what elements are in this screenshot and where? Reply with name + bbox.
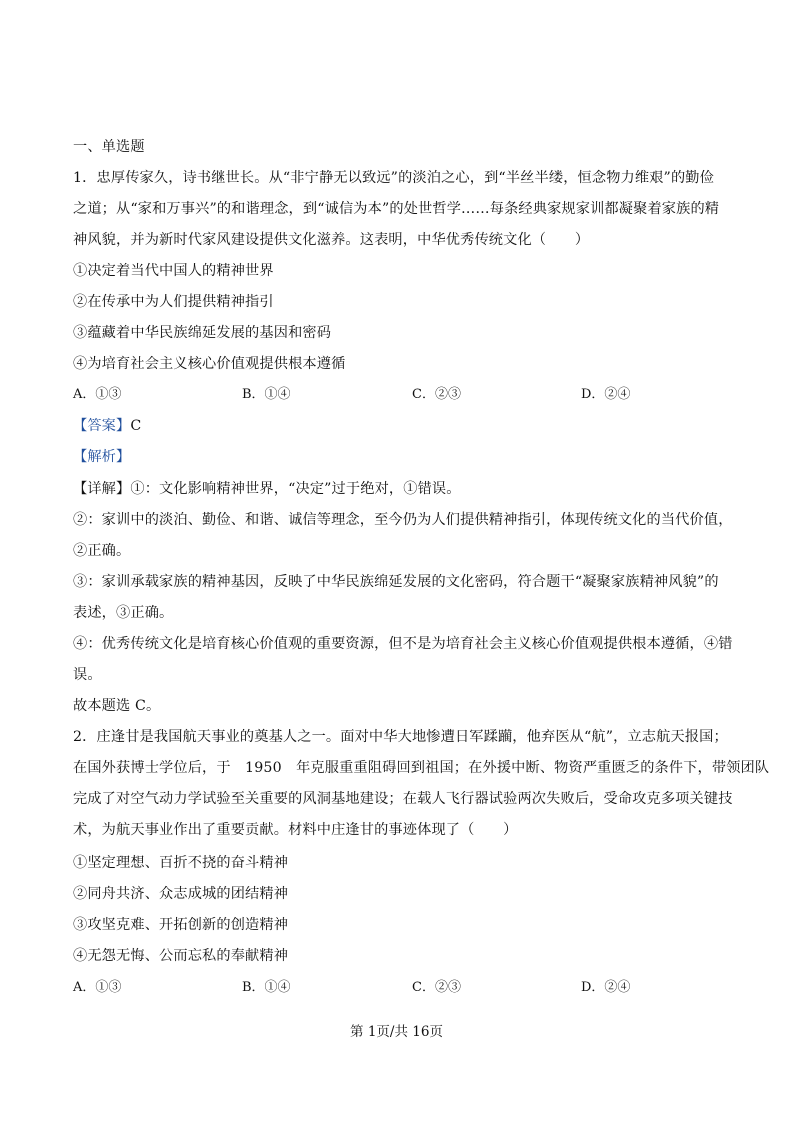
q1-option-d: D．②④: [581, 387, 631, 402]
analysis-tag: 【解析】: [73, 449, 131, 465]
q2-option-c: C．②③: [412, 980, 461, 995]
q1-analysis-line-4: ③：家训承载家族的精神基因，反映了中华民族绵延发展的文化密码，符合题干“凝聚家族精神风貌”的: [73, 574, 719, 590]
q1-conclusion: 故本题选 C。: [73, 698, 161, 714]
q1-option-a: A．①③: [73, 387, 122, 402]
analysis-text: ①：文化影响精神世界，“决定”过于绝对，①错误。: [130, 481, 461, 497]
q1-statement-2: ②在传承中为人们提供精神指引: [73, 294, 274, 310]
q1-stem-line-1: 1．忠厚传家久，诗书继世长。从“非宁静无以致远”的淡泊之心，到“半丝半缕，恒念物力维艰”的勤俭: [73, 170, 714, 186]
q2-option-a: A．①③: [73, 980, 122, 995]
q1-analysis-line-5: 表述，③正确。: [73, 605, 174, 621]
q1-analysis-line-6: ④：优秀传统文化是培育核心价值观的重要资源，但不是为培育社会主义核心价值观提供根本遵循，④错: [73, 636, 733, 652]
q2-statement-2: ②同舟共济、众志成城的团结精神: [73, 886, 289, 902]
answer-value: C: [130, 418, 142, 434]
q2-statement-1: ①坚定理想、百折不挠的奋斗精神: [73, 855, 289, 871]
q1-stem-line-2: 之道；从“家和万事兴”的和谐理念，到“诚信为本”的处世哲学……每条经典家规家训都凝聚着家族的精: [73, 201, 720, 217]
q2-stem-line-4: 术，为航天事业作出了重要贡献。材料中庄逢甘的事迹体现了（ ）: [73, 822, 518, 838]
q2-statement-3: ③攻坚克难、开拓创新的创造精神: [73, 917, 289, 933]
section-title: 一、单选题: [73, 139, 145, 155]
q2-option-d: D．②④: [581, 980, 631, 995]
q1-option-c: C．②③: [412, 387, 461, 402]
q1-analysis-line-2: ②：家训中的淡泊、勤俭、和谐、诚信等理念，至今仍为人们提供精神指引，体现传统文化的当代价值，: [73, 512, 733, 528]
q1-analysis-line-7: 误。: [73, 667, 102, 683]
q1-analysis-line-3: ②正确。: [73, 543, 131, 559]
q2-stem-line-3: 完成了对空气动力学试验至关重要的风洞基地建设；在载人飞行器试验两次失败后，受命攻克多项关键技: [73, 791, 733, 807]
q1-analysis-tag-line: [73, 447, 733, 467]
q2-stem-line-2: 在国外获博士学位后，于 1950 年克服重重阻碍回到祖国；在外援中断、物资严重匮乏的条件下，带领团队: [73, 760, 770, 776]
answer-tag: 【答案】: [73, 418, 131, 434]
q1-stem-line-3: 神风貌，并为新时代家风建设提供文化滋养。这表明，中华优秀传统文化（ ）: [73, 232, 590, 248]
q2-stem-line-1: 2．庄逢甘是我国航天事业的奠基人之一。面对中华大地惨遭日军蹂躏，他弃医从“航”，立志航天报国；: [73, 729, 728, 745]
q2-statement-4: ④无怨无悔、公而忘私的奉献精神: [73, 948, 289, 964]
q1-option-b: B．①④: [242, 387, 291, 402]
q1-statement-4: ④为培育社会主义核心价值观提供根本遵循: [73, 356, 346, 372]
q1-statement-3: ③蕴藏着中华民族绵延发展的基因和密码: [73, 325, 332, 341]
q1-answer-line: [73, 416, 733, 436]
q1-analysis-line-1: [73, 479, 733, 499]
q1-statement-1: ①决定着当代中国人的精神世界: [73, 263, 274, 279]
q2-option-b: B．①④: [242, 980, 291, 995]
page-number-footer: 第 1页/共 16页: [350, 1024, 443, 1040]
detail-tag: 【详解】: [73, 481, 131, 497]
